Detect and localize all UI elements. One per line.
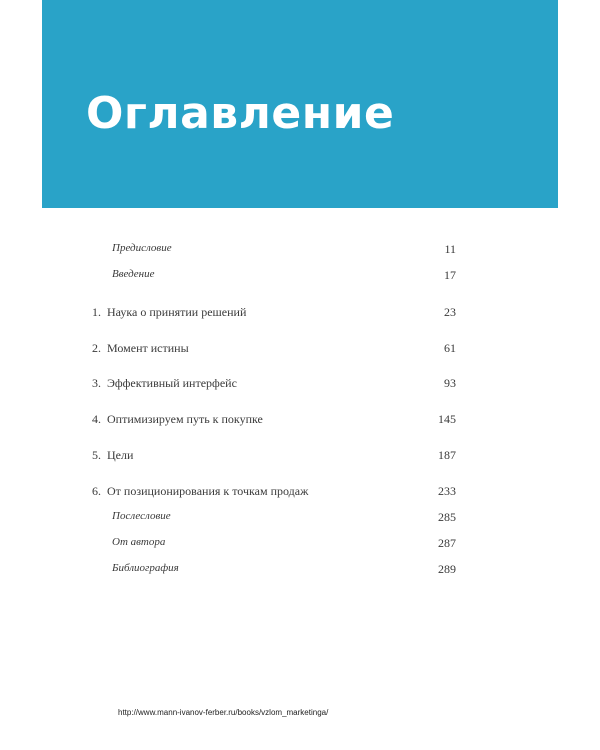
toc-entry-page: 61 [444,341,456,355]
toc-entry-page: 11 [444,242,456,256]
toc-entry-chapter-5[interactable] [92,444,456,466]
toc-entry-title: От автора [112,536,166,548]
toc-entry-chapter-4[interactable] [92,408,456,430]
toc-entry-page: 23 [444,305,456,319]
toc-entry-number: 1. [92,305,101,319]
toc-entry-title: Введение [112,268,155,280]
toc-entry-page: 145 [438,412,456,426]
toc-entry-introduction[interactable] [92,264,456,286]
toc-entry-about-author[interactable] [92,532,456,554]
toc-entry-title: Предисловие [112,242,172,254]
toc-entry-number: 6. [92,484,101,498]
toc-entry-page: 287 [438,536,456,550]
toc-entry-number: 2. [92,341,101,355]
toc-entry-page: 17 [444,268,456,282]
toc-entry-title: Цели [107,448,134,462]
page-title: Оглавление [86,88,395,139]
toc-entry-page: 289 [438,562,456,576]
toc-entry-title: Библиография [112,562,179,574]
toc-entry-chapter-2[interactable] [92,337,456,359]
toc-entry-number: 3. [92,376,101,390]
toc-entry-page: 187 [438,448,456,462]
toc-entry-bibliography[interactable] [92,558,456,580]
toc-entry-title: Момент истины [107,341,189,355]
toc-entry-title: Наука о принятии решений [107,305,247,319]
toc-entry-preface[interactable] [92,238,456,260]
toc-entry-chapter-3[interactable] [92,372,456,394]
footer-url[interactable]: http://www.mann-ivanov-ferber.ru/books/vzlom_marketinga/ [118,708,329,717]
toc-entry-number: 5. [92,448,101,462]
toc-entry-afterword[interactable] [92,506,456,528]
toc-entry-title: Оптимизируем путь к покупке [107,412,263,426]
toc-entry-chapter-6[interactable] [92,480,456,502]
toc-entry-number: 4. [92,412,101,426]
toc-entry-title: Послесловие [112,510,171,522]
toc-entry-chapter-1[interactable] [92,301,456,323]
toc-entry-title: Эффективный интерфейс [107,376,237,390]
toc-entry-page: 285 [438,510,456,524]
toc-entry-title: От позиционирования к точкам продаж [107,484,309,498]
toc-entry-page: 233 [438,484,456,498]
toc-entry-page: 93 [444,376,456,390]
